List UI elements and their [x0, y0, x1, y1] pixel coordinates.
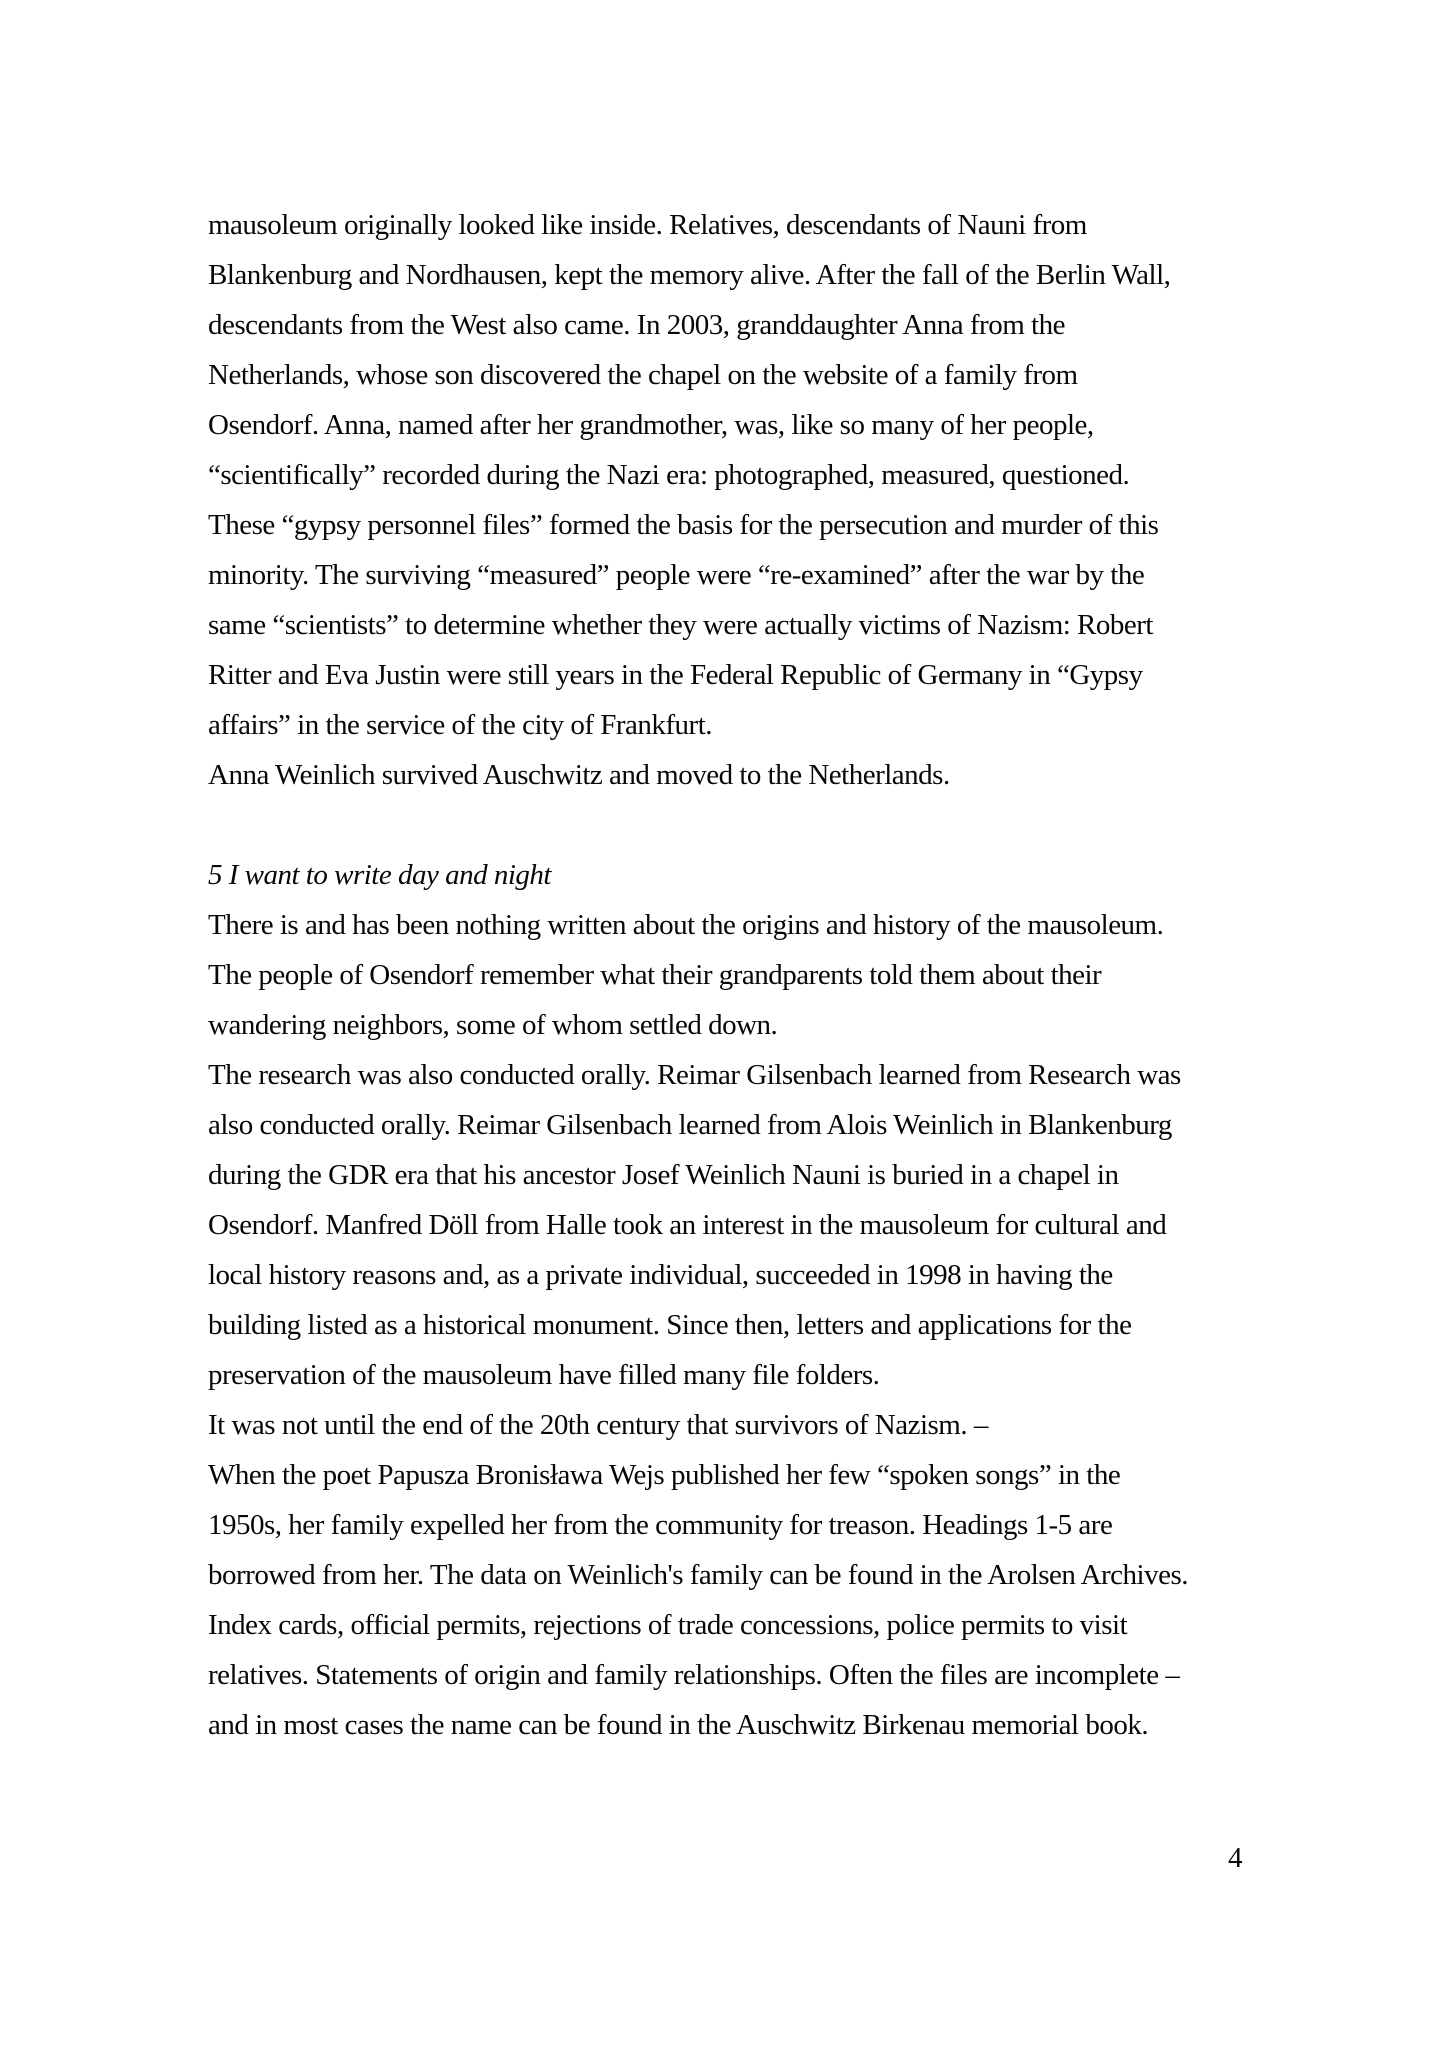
text-line: mausoleum originally looked like inside. Relatives, descendants of Nauni from — [208, 209, 1087, 241]
text-line: affairs” in the service of the city of Frankfurt. — [208, 709, 713, 741]
text-line: Index cards, official permits, rejections of trade concessions, police permits to visit — [208, 1609, 1128, 1641]
text-line: These “gypsy personnel files” formed the basis for the persecution and murder of this — [208, 509, 1159, 541]
blank-line — [208, 800, 1188, 850]
text-line: wandering neighbors, some of whom settled down. — [208, 1009, 778, 1041]
text-line: borrowed from her. The data on Weinlich's family can be found in the Arolsen Archives. — [208, 1559, 1189, 1591]
text-line: descendants from the West also came. In 2003, granddaughter Anna from the — [208, 309, 1065, 341]
text-line: also conducted orally. Reimar Gilsenbach learned from Alois Weinlich in Blankenburg — [208, 1109, 1172, 1141]
text-line: The research was also conducted orally. Reimar Gilsenbach learned from Research was — [208, 1059, 1181, 1091]
text-line: Blankenburg and Nordhausen, kept the memory alive. After the fall of the Berlin Wall, — [208, 259, 1171, 291]
text-line: 1950s, her family expelled her from the community for treason. Headings 1-5 are — [208, 1509, 1113, 1541]
text-line: during the GDR era that his ancestor Josef Weinlich Nauni is buried in a chapel in — [208, 1159, 1119, 1191]
text-line: There is and has been nothing written about the origins and history of the mausoleum. — [208, 909, 1164, 941]
paragraph-2 — [208, 900, 1188, 1750]
text-line: and in most cases the name can be found in the Auschwitz Birkenau memorial book. — [208, 1709, 1149, 1741]
text-line: same “scientists” to determine whether they were actually victims of Nazism: Robert — [208, 609, 1153, 641]
text-line: “scientifically” recorded during the Nazi era: photographed, measured, questioned. — [208, 459, 1130, 491]
text-line: preservation of the mausoleum have filled many file folders. — [208, 1359, 880, 1391]
text-line: It was not until the end of the 20th century that survivors of Nazism. – — [208, 1409, 988, 1441]
section-heading: 5 I want to write day and night — [208, 859, 551, 891]
text-line: relatives. Statements of origin and family relationships. Often the files are incomplete – — [208, 1659, 1180, 1691]
text-line: minority. The surviving “measured” people were “re-examined” after the war by the — [208, 559, 1145, 591]
text-line: The people of Osendorf remember what their grandparents told them about their — [208, 959, 1102, 991]
text-block — [208, 200, 1188, 1750]
text-line: local history reasons and, as a private individual, succeeded in 1998 in having the — [208, 1259, 1113, 1291]
text-line: Osendorf. Anna, named after her grandmother, was, like so many of her people, — [208, 409, 1094, 441]
text-line: Osendorf. Manfred Döll from Halle took an interest in the mausoleum for cultural and — [208, 1209, 1167, 1241]
page-number: 4 — [1228, 1842, 1243, 1874]
text-line: building listed as a historical monument. Since then, letters and applications for the — [208, 1309, 1132, 1341]
text-line: Netherlands, whose son discovered the chapel on the website of a family from — [208, 359, 1078, 391]
text-line: When the poet Papusza Bronisława Wejs published her few “spoken songs” in the — [208, 1459, 1121, 1491]
text-line: Anna Weinlich survived Auschwitz and moved to the Netherlands. — [208, 759, 950, 791]
text-line: Ritter and Eva Justin were still years in the Federal Republic of Germany in “Gypsy — [208, 659, 1143, 691]
paragraph-1 — [208, 200, 1188, 800]
